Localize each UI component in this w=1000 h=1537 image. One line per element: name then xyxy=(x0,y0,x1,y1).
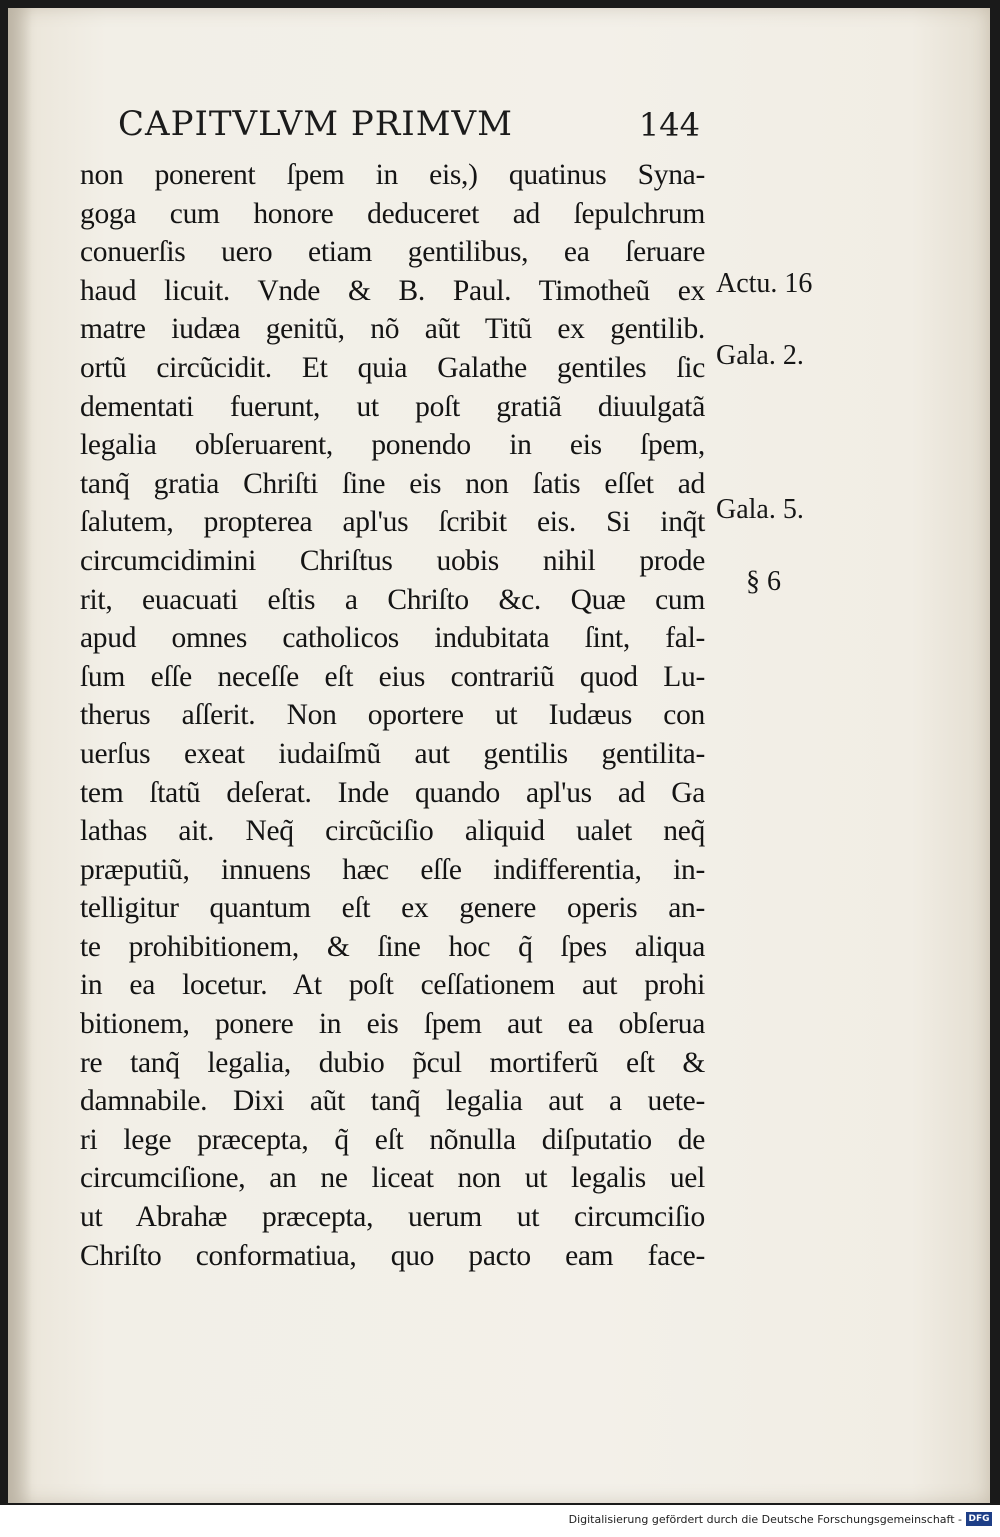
text-line: therus aſſerit. Non oportere ut Iudæus con xyxy=(80,699,705,732)
text-line: dementati fuerunt, ut poſt gratiã diuulgatã xyxy=(80,390,705,423)
text-line: damnabile. Dixi aũt tanq̃ legalia aut a uete- xyxy=(80,1085,705,1118)
text-line: goga cum honore deduceret ad ſepulchrum xyxy=(80,197,705,230)
text-line: te prohibitionem, & ſine hoc q̃ ſpes aliqua xyxy=(80,930,705,963)
text-line: tem ſtatũ deſerat. Inde quando apl'us ad Ga xyxy=(80,776,705,809)
text-line: præputiũ, innuens hæc eſſe indifferentia, in- xyxy=(80,853,705,886)
text-line: bitionem, ponere in eis ſpem aut ea obſerua xyxy=(80,1008,705,1041)
text-line: ri lege præcepta, q̃ eſt nõnulla diſputatio de xyxy=(80,1123,705,1156)
text-line: re tanq̃ legalia, dubio p̃cul mortiferũ eſt & xyxy=(80,1046,705,1079)
text-line: conuerſis uero etiam gentilibus, ea ſeruare xyxy=(80,236,705,269)
footer-bar xyxy=(0,1505,1000,1537)
text-line: apud omnes catholicos indubitata ſint, fal- xyxy=(80,622,705,655)
text-line: ſum eſſe neceſſe eſt eius contrariũ quod Lu- xyxy=(80,660,705,693)
page-header xyxy=(118,104,718,152)
text-line: rit, euacuati eſtis a Chriſto &c. Quæ cum xyxy=(80,583,705,616)
margin-note-section-mark: § 6 xyxy=(746,566,781,597)
page-gutter-shadow xyxy=(8,8,32,1503)
dfg-logo: DFG xyxy=(966,1512,992,1526)
text-line: matre iudæa genitũ, nõ aũt Titũ ex gentilib. xyxy=(80,313,705,346)
text-line: ortũ circũcidit. Et quia Galathe gentiles ſic xyxy=(80,351,705,384)
text-line: Chriſto conformatiua, quo pacto eam face- xyxy=(80,1239,705,1272)
text-line: circumciſione, an ne liceat non ut legalis uel xyxy=(80,1162,705,1195)
text-line: legalia obſeruarent, ponendo in eis ſpem, xyxy=(80,429,705,462)
margin-note-acts: Actu. 16 xyxy=(716,268,813,299)
margin-note-galatians-5: Gala. 5. xyxy=(716,494,804,525)
margin-note-galatians-2: Gala. 2. xyxy=(716,340,804,371)
text-line: telligitur quantum eſt ex genere operis an- xyxy=(80,892,705,925)
text-line: haud licuit. Vnde & B. Paul. Timotheũ ex xyxy=(80,274,705,307)
footer-credit: Digitalisierung gefördert durch die Deutsche Forschungsgemeinschaft - xyxy=(568,1513,962,1526)
body-text xyxy=(80,156,705,1275)
text-line: uerſus exeat iudaiſmũ aut gentilis gentilita- xyxy=(80,737,705,770)
text-line: tanq̃ gratia Chriſti ſine eis non ſatis eſſet ad xyxy=(80,467,705,500)
text-line: in ea locetur. At poſt ceſſationem aut prohi xyxy=(80,969,705,1002)
text-line: circumcidimini Chriſtus uobis nihil prode xyxy=(80,544,705,577)
text-line: lathas ait. Neq̃ circũciſio aliquid ualet neq̃ xyxy=(80,815,705,848)
page-number: 144 xyxy=(638,106,700,144)
text-line: non ponerent ſpem in eis,) quatinus Syna- xyxy=(80,159,705,191)
text-line: ut Abrahæ præcepta, uerum ut circumciſio xyxy=(80,1201,705,1234)
running-title: CAPITVLVM PRIMVM xyxy=(118,104,513,144)
text-line: ſalutem, propterea apl'us ſcribit eis. Si inq̃t xyxy=(80,506,705,539)
